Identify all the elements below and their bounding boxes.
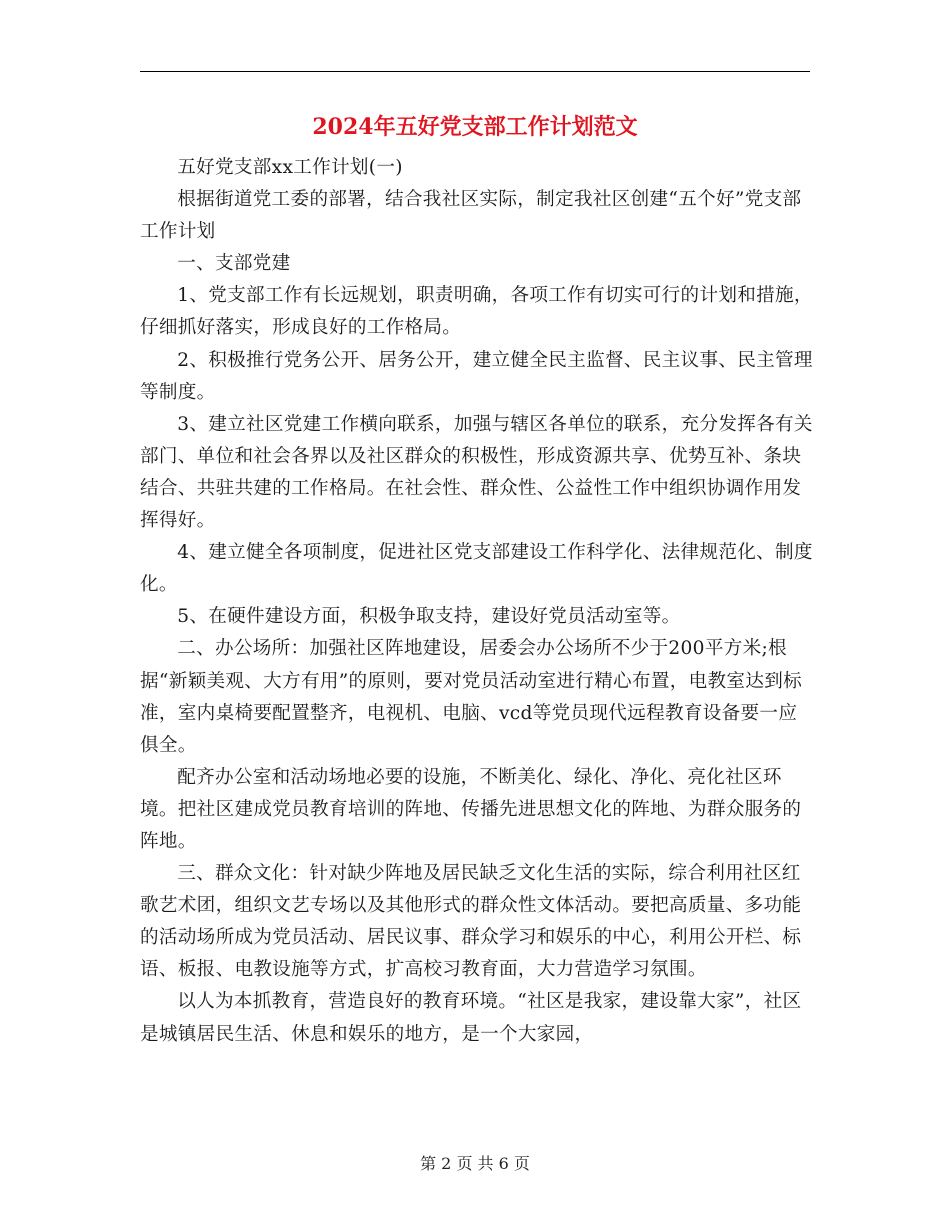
paragraph-item-2: 2、积极推行党务公开、居务公开，建立健全民主监督、民主议事、民主管理等制度。 bbox=[140, 349, 813, 403]
header-rule bbox=[140, 71, 810, 72]
paragraph-item-4: 4、建立健全各项制度，促进社区党支部建设工作科学化、法律规范化、制度化。 bbox=[140, 542, 813, 596]
paragraph-item-5: 5、在硬件建设方面，积极争取支持，建设好党员活动室等。 bbox=[177, 606, 681, 628]
paragraph-mass-culture: 三、群众文化：针对缺少阵地及居民缺乏文化生活的实际，综合利用社区红歌艺术团，组织文艺专场以及其他形式的群众性文体活动。要把高质量、多功能的活动场所成为党员活动、居民议事、群众学习和娱乐的中心，利用公开栏、标语、板报、电教设施等方式，扩高校习教育面，大力营造学习氛围。 bbox=[140, 863, 802, 981]
paragraph-subtitle: 五好党支部xx工作计划(一) bbox=[177, 157, 403, 178]
document-title: 2024年五好党支部工作计划范文 bbox=[312, 114, 638, 140]
document-body bbox=[140, 152, 816, 1051]
paragraph-intro: 根据街道党工委的部署，结合我社区实际，制定我社区创建“五个好”党支部工作计划 bbox=[140, 189, 802, 243]
paragraph-item-1: 1、党支部工作有长远规划，职责明确，各项工作有切实可行的计划和措施，仔细抓好落实，形成良好的工作格局。 bbox=[140, 285, 813, 339]
paragraph-education: 以人为本抓教育，营造良好的教育环境。“社区是我家，建设靠大家”，社区是城镇居民生活、休息和娱乐的地方，是一个大家园， bbox=[140, 991, 802, 1045]
section-heading-party-building: 一、支部党建 bbox=[177, 253, 291, 275]
page-number: 第 2 页 共 6 页 bbox=[420, 1154, 530, 1173]
paragraph-facilities: 配齐办公室和活动场地必要的设施，不断美化、绿化、净化、亮化社区环境。把社区建成党员教育培训的阵地、传播先进思想文化的阵地、为群众服务的阵地。 bbox=[140, 766, 802, 852]
paragraph-office-space: 二、办公场所：加强社区阵地建设，居委会办公场所不少于200平方米;根据“新颖美观、大方有用”的原则，要对党员活动室进行精心布置，电教室达到标准，室内桌椅要配置整齐，电视机、电脑、vcd等党员现代远程教育设备要一应俱全。 bbox=[140, 638, 802, 756]
paragraph-item-3: 3、建立社区党建工作横向联系，加强与辖区各单位的联系，充分发挥各有关部门、单位和社会各界以及社区群众的积极性，形成资源共享、优势互补、条块结合、共驻共建的工作格局。在社会性、群众性、公益性工作中组织协调作用发挥得好。 bbox=[140, 413, 813, 532]
